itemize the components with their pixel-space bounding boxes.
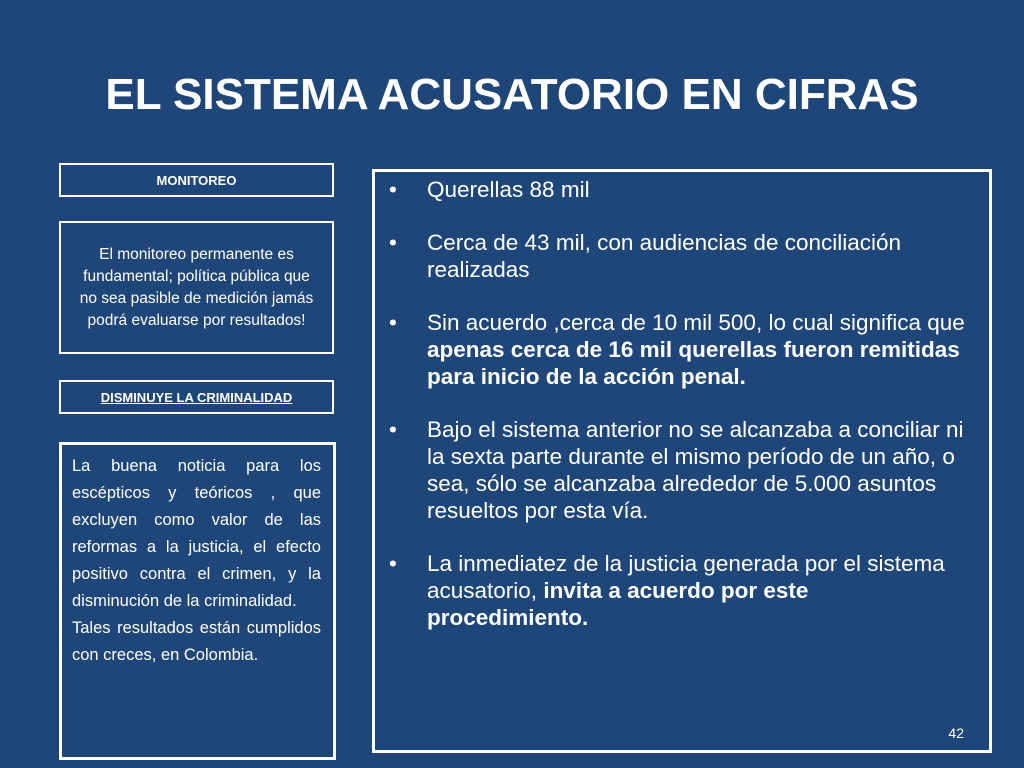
criminalidad-heading: DISMINUYE LA CRIMINALIDAD bbox=[100, 389, 293, 405]
bullet-text: Cerca de 43 mil, con audiencias de conciliación realizadas bbox=[427, 230, 902, 282]
monitoreo-heading: MONITOREO bbox=[156, 172, 237, 188]
bullet-marker: • bbox=[389, 177, 397, 202]
monitoreo-heading-box bbox=[59, 163, 334, 197]
bullet-marker: • bbox=[389, 230, 397, 255]
monitoreo-text-box bbox=[59, 221, 334, 354]
criminalidad-heading-box bbox=[59, 380, 334, 414]
bullet-marker: • bbox=[389, 417, 397, 442]
bullet-text: La inmediatez de la justicia generada por el sistema acusatorio, bbox=[427, 551, 945, 603]
criminalidad-paragraph-2: Tales resultados están cumplidos con creces, en Colombia. bbox=[72, 619, 321, 664]
bullet-text: Bajo el sistema anterior no se alcanzaba a conciliar ni la sexta parte durante el mismo período de un año, o sea, sólo se alcanzaba alrededor de 5.000 asuntos resueltos por esta vía. bbox=[427, 417, 964, 523]
criminalidad-paragraph-1: La buena noticia para los escépticos y teóricos , que excluyen como valor de las reformas a la justicia, el efecto positivo contra el crimen, y la disminución de la criminalidad. bbox=[72, 457, 321, 610]
list-item bbox=[389, 550, 969, 631]
criminalidad-text-box bbox=[59, 442, 336, 760]
monitoreo-text: El monitoreo permanente es fundamental; política pública que no sea pasible de medición jamás podrá evaluarse por resultados! bbox=[79, 245, 314, 329]
list-item bbox=[389, 416, 969, 524]
bullet-marker: • bbox=[389, 551, 397, 576]
bullet-text: Sin acuerdo ,cerca de 10 mil 500, lo cual significa que bbox=[427, 310, 965, 335]
list-item bbox=[389, 176, 969, 203]
figures-box bbox=[372, 169, 992, 753]
bullet-text-bold: apenas cerca de 16 mil querellas fueron remitidas para inicio de la acción penal. bbox=[427, 337, 960, 389]
list-item bbox=[389, 229, 969, 283]
bullet-text-bold: invita a acuerdo por este procedimiento. bbox=[427, 578, 809, 630]
page-number: 42 bbox=[948, 725, 964, 741]
bullet-marker: • bbox=[389, 310, 397, 335]
figures-list bbox=[389, 176, 969, 631]
slide-title: EL SISTEMA ACUSATORIO EN CIFRAS bbox=[105, 70, 919, 119]
list-item bbox=[389, 309, 969, 390]
bullet-text: Querellas 88 mil bbox=[427, 177, 590, 202]
